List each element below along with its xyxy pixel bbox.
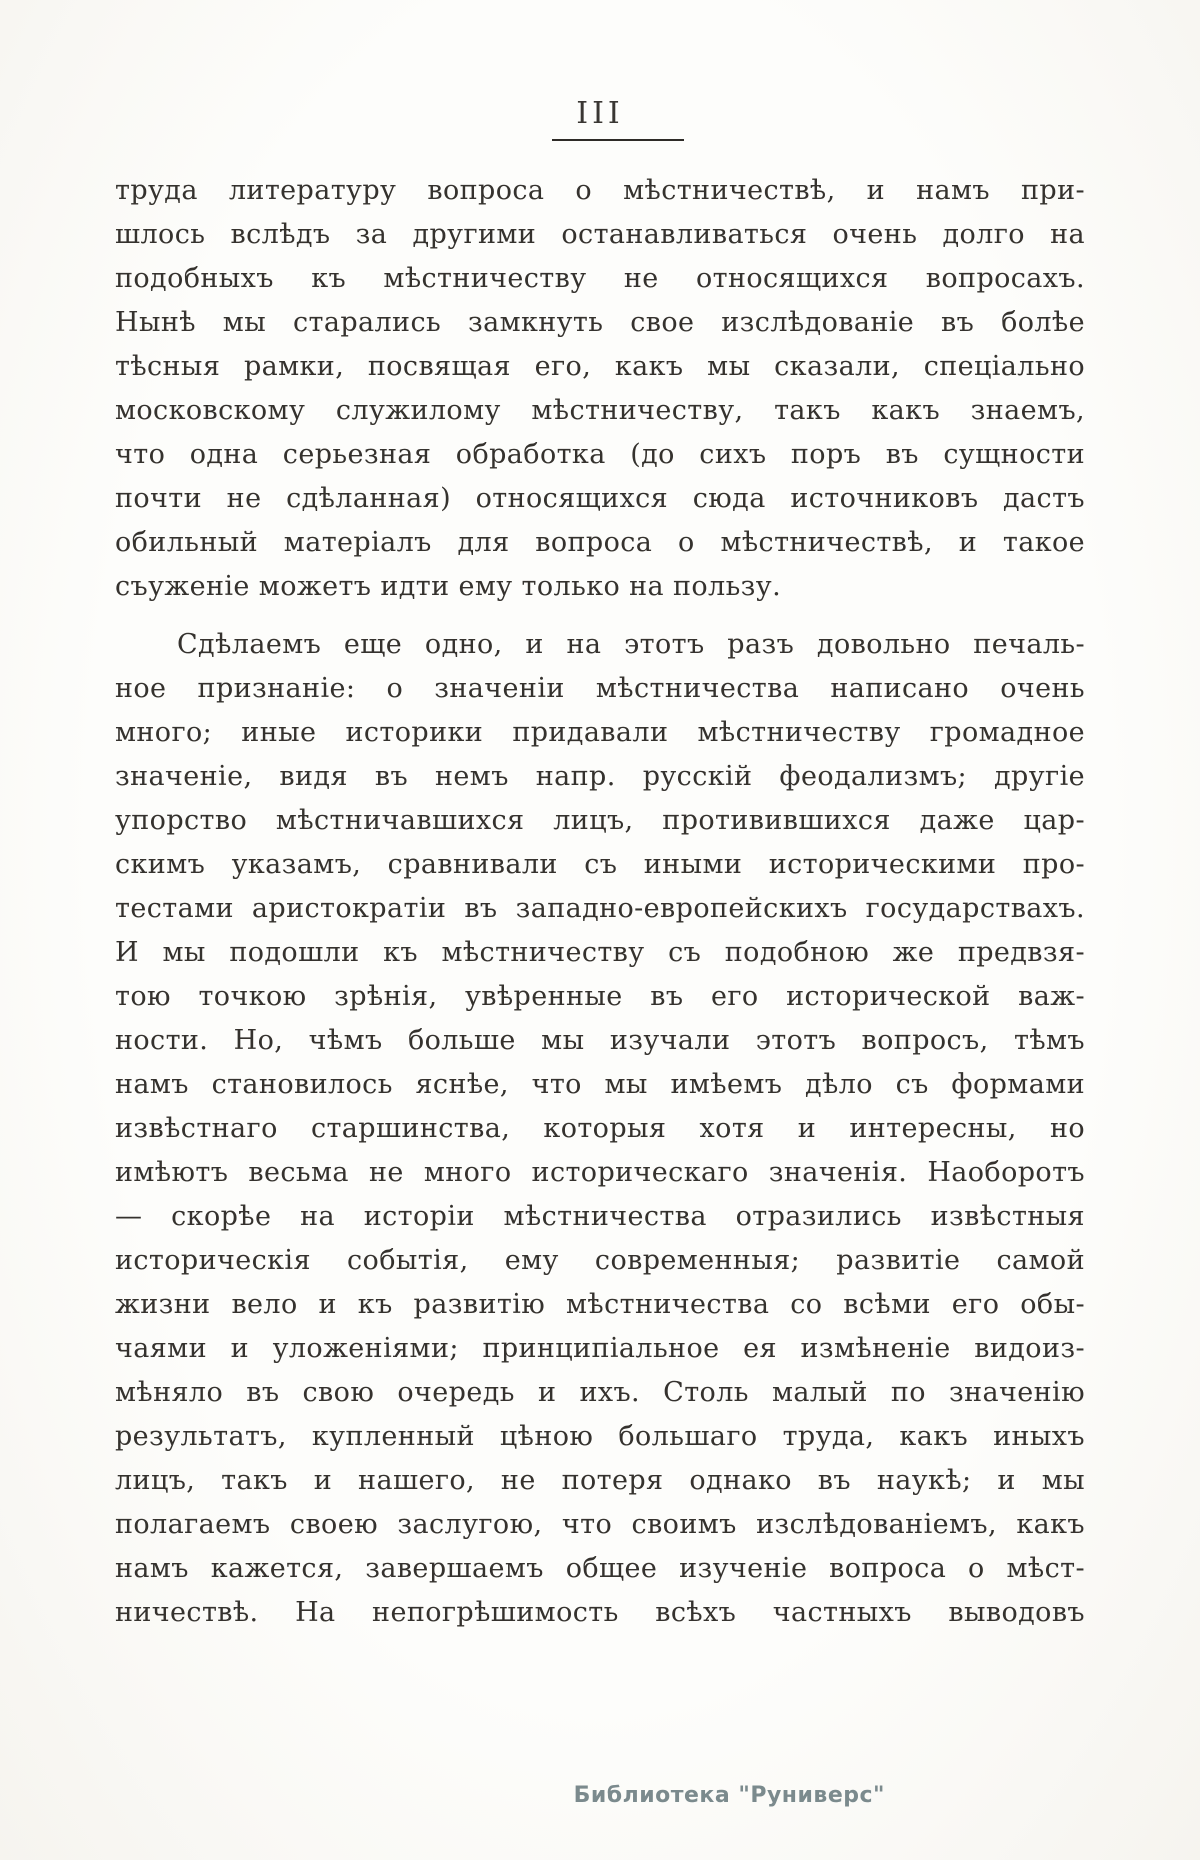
text-line: тестами аристократіи въ западно-европейскихъ государствахъ.	[115, 893, 1085, 924]
text-line: почти не сдѣланная) относящихся сюда источниковъ дастъ	[115, 483, 1085, 514]
text-line: Нынѣ мы старались замкнуть свое изслѣдованіе въ болѣе	[115, 307, 1085, 338]
text-line: труда литературу вопроса о мѣстничествѣ, и намъ при-	[115, 175, 1085, 206]
text-line: извѣстнаго старшинства, которыя хотя и интересны, но	[115, 1113, 1085, 1144]
library-watermark: Библиотека "Руниверс"	[573, 1783, 885, 1808]
text-line: шлось вслѣдъ за другими останавливаться очень долго на	[115, 219, 1085, 250]
text-line: ничествѣ. На непогрѣшимость всѣхъ частныхъ выводовъ	[115, 1597, 1085, 1628]
text-line: обильный матеріалъ для вопроса о мѣстничествѣ, и такое	[115, 527, 1085, 558]
text-line: Сдѣлаемъ еще одно, и на этотъ разъ довольно печаль-	[177, 629, 1085, 660]
paragraph	[115, 623, 1085, 1635]
page-number-block	[0, 96, 1200, 141]
text-line: намъ кажется, завершаемъ общее изученіе вопроса о мѣст-	[115, 1553, 1085, 1584]
text-line: результатъ, купленный цѣною большаго труда, какъ иныхъ	[115, 1421, 1085, 1452]
page-number-rule-wrap	[0, 131, 1200, 141]
text-line: мѣняло въ свою очередь и ихъ. Столь малый по значенію	[115, 1377, 1085, 1408]
text-line: много; иные историки придавали мѣстничеству громадное	[115, 717, 1085, 748]
text-line: историческія событія, ему современныя; развитіе самой	[115, 1245, 1085, 1276]
text-line: жизни вело и къ развитію мѣстничества со всѣми его обы-	[115, 1289, 1085, 1320]
text-line: значеніе, видя въ немъ напр. русскій феодализмъ; другіе	[115, 761, 1085, 792]
text-block	[115, 169, 1085, 1635]
text-line: — скорѣе на исторіи мѣстничества отразились извѣстныя	[115, 1201, 1085, 1232]
page-number: III	[576, 96, 624, 131]
text-line: съуженіе можетъ идти ему только на пользу.	[115, 571, 782, 602]
text-line: московскому служилому мѣстничеству, такъ какъ знаемъ,	[115, 395, 1085, 426]
text-line: тѣсныя рамки, посвящая его, какъ мы сказали, спеціально	[115, 351, 1085, 382]
text-line: чаями и уложеніями; принципіальное ея измѣненіе видоиз-	[115, 1333, 1085, 1364]
text-line: тою точкою зрѣнія, увѣренные въ его исторической важ-	[115, 981, 1085, 1012]
text-line: полагаемъ своею заслугою, что своимъ изслѣдованіемъ, какъ	[115, 1509, 1085, 1540]
text-line: ное признаніе: о значеніи мѣстничества написано очень	[115, 673, 1085, 704]
text-line: скимъ указамъ, сравнивали съ иными историческими про-	[115, 849, 1085, 880]
text-line: лицъ, такъ и нашего, не потеря однако въ наукѣ; и мы	[115, 1465, 1085, 1496]
text-line: имѣютъ весьма не много историческаго значенія. Наоборотъ	[115, 1157, 1085, 1188]
text-line: что одна серьезная обработка (до сихъ поръ въ сущности	[115, 439, 1085, 470]
page-number-underline	[552, 139, 684, 141]
text-line: ности. Но, чѣмъ больше мы изучали этотъ вопросъ, тѣмъ	[115, 1025, 1085, 1056]
text-line: намъ становилось яснѣе, что мы имѣемъ дѣло съ формами	[115, 1069, 1085, 1100]
paragraph	[115, 169, 1085, 609]
text-line: упорство мѣстничавшихся лицъ, противившихся даже цар-	[115, 805, 1085, 836]
text-line: И мы подошли къ мѣстничеству съ подобною же предвзя-	[115, 937, 1085, 968]
text-line: подобныхъ къ мѣстничеству не относящихся вопросахъ.	[115, 263, 1085, 294]
